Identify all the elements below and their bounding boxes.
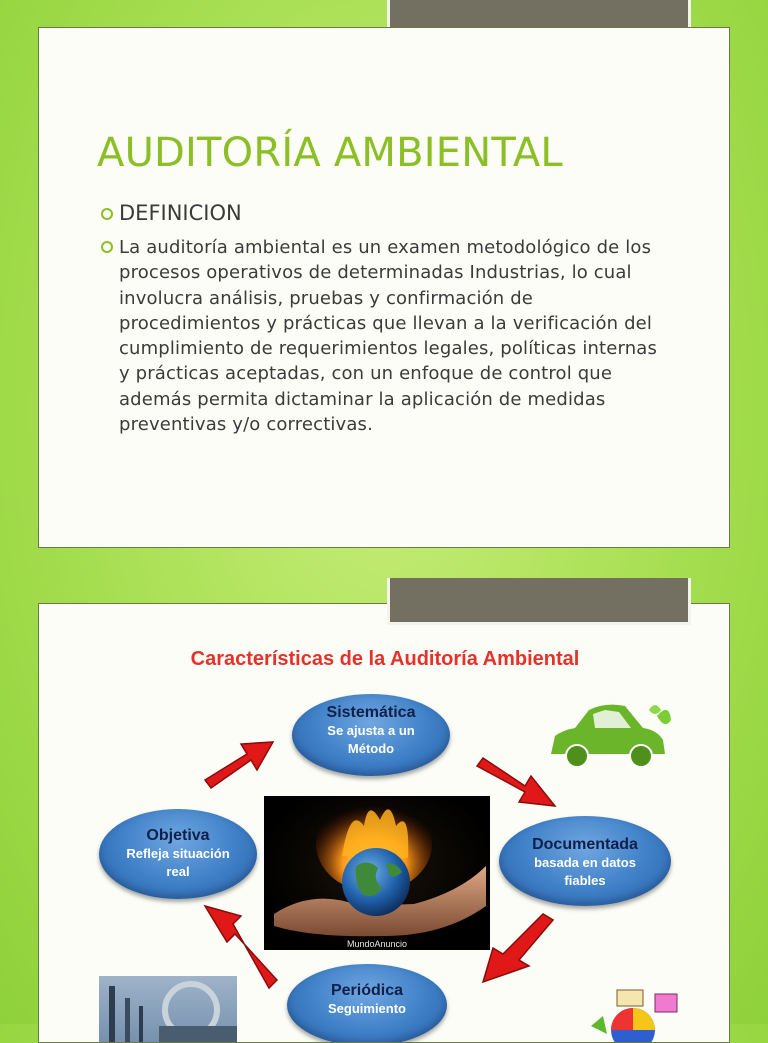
oval-subtitle: Método [347,741,395,756]
bullet-text: La auditoría ambiental es un examen metodológico de los procesos operativos de determinadas Industrias, lo cual involucra análisis, pruebas y confirmación de procedimientos y prácticas que llevan a la verificación del cumplimiento de requerimientos legales, políticas internas y prácticas aceptadas, con un enfoque de control que además permita dictaminar la aplicación de medidas preventivas y/o correctivas. [119,237,657,436]
oval-title: Objetiva [146,827,210,844]
signs-collage-icon [589,986,689,1043]
oval-objetiva [99,809,257,899]
burning-globe-icon [264,796,490,950]
oval-periodica [287,964,447,1043]
oval-title: Periódica [330,982,404,999]
oval-title: Documentada [532,836,638,853]
slide-definition [38,27,730,548]
eco-car-icon [545,700,673,774]
oval-subtitle: real [166,864,190,879]
burning-globe-photo [264,796,490,950]
oval-subtitle: Se ajusta a un [327,723,415,738]
factory-icon [99,976,237,1043]
oval-subtitle: Seguimiento [327,1001,406,1016]
oval-sistematica [292,694,450,776]
slide-header-tab [387,578,691,625]
slide-title: AUDITORÍA AMBIENTAL [97,130,563,176]
bullet-text: DEFINICION [119,201,242,225]
industrial-plant-photo [99,976,237,1043]
slide-title: Características de la Auditoría Ambiental [190,648,580,670]
bullet-circle-icon [101,241,113,253]
bullet-description [101,235,661,437]
oval-documentada [499,816,671,906]
photo-caption: MundoAnuncio [346,939,408,949]
bullet-circle-icon [101,208,113,220]
oval-title: Sistemática [326,704,416,721]
oval-subtitle: fiables [564,873,606,888]
arrow-to-sistematica-icon [199,732,279,792]
oval-subtitle: basada en datos [534,855,636,870]
bullet-definicion [101,201,242,225]
slide-characteristics [38,603,730,1043]
oval-subtitle: Refleja situación [126,846,230,861]
